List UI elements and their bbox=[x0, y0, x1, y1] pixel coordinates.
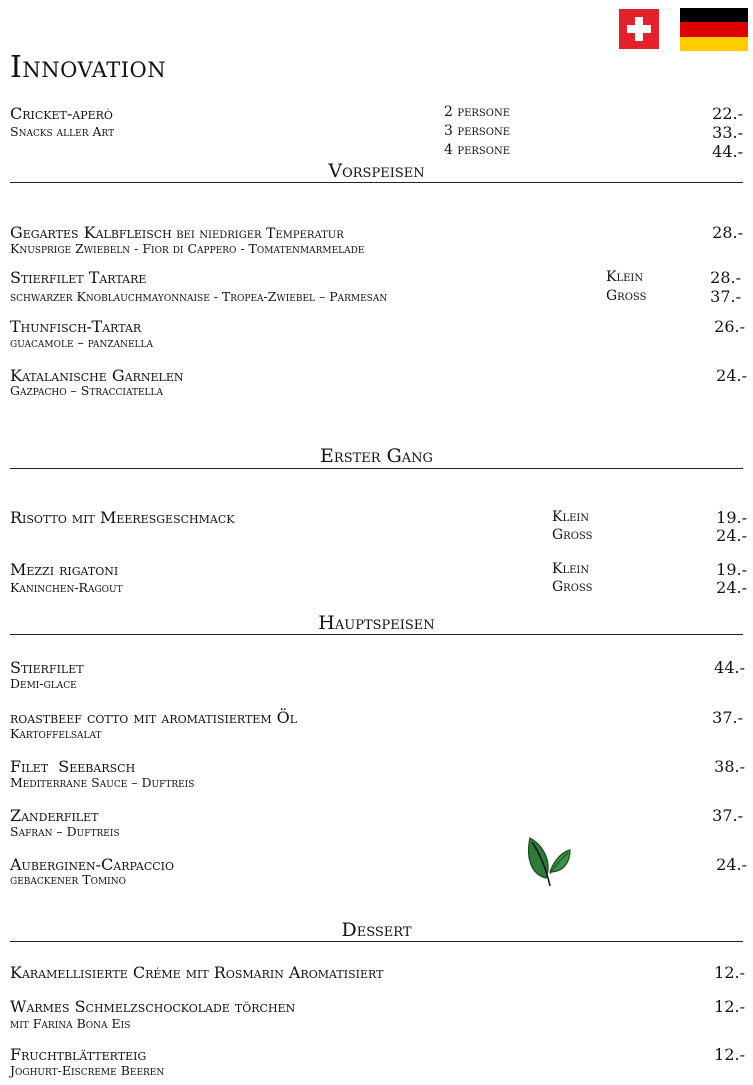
size-label: Gross bbox=[552, 579, 593, 595]
section-divider bbox=[10, 468, 743, 469]
section-divider bbox=[10, 941, 743, 942]
size-label: Gross bbox=[552, 527, 593, 543]
section-heading-hauptspeisen: Hauptspeisen bbox=[318, 612, 435, 634]
dish-description: guacamole – panzanella bbox=[10, 335, 153, 350]
dish-name: Stierfilet Tartare bbox=[10, 268, 147, 287]
dish-description: Safran – Duftreis bbox=[10, 824, 120, 839]
dish-name: Cricket-aperò bbox=[10, 104, 113, 123]
dish-name: Gegartes Kalbfleisch bei niedriger Temperatur bbox=[10, 223, 344, 242]
dish-description: Snacks aller Art bbox=[10, 124, 115, 139]
dish-description: schwarzer Knoblauchmayonnaise - Tropea-Zwiebel – Parmesan bbox=[10, 289, 388, 304]
price: 33.- bbox=[712, 123, 743, 142]
price: 44.- bbox=[714, 658, 745, 677]
section-heading-vorspeisen: Vorspeisen bbox=[328, 160, 425, 182]
dish-name: Fruchtblätterteig bbox=[10, 1045, 147, 1064]
dish-description: Joghurt-Eiscreme Beeren bbox=[10, 1063, 165, 1078]
dish-description: Gazpacho – Stracciatella bbox=[10, 383, 163, 398]
price: 22.- bbox=[712, 104, 743, 123]
price: 37.- bbox=[712, 708, 743, 727]
price: 12.- bbox=[714, 997, 745, 1016]
dish-name: Thunfisch-Tartar bbox=[10, 317, 142, 336]
section-divider bbox=[10, 634, 743, 635]
size-label: Klein bbox=[552, 561, 590, 577]
dish-name: Warmes Schmelzschockolade törchen bbox=[10, 997, 296, 1016]
price: 26.- bbox=[714, 317, 745, 336]
dish-name: Stierfilet bbox=[10, 658, 84, 677]
price: 12.- bbox=[714, 963, 745, 982]
german-flag-icon[interactable] bbox=[680, 8, 748, 51]
price: 24.- bbox=[716, 855, 747, 874]
price: 37.- bbox=[710, 287, 741, 306]
size-label: Klein bbox=[606, 269, 644, 285]
dish-name: Katalanische Garnelen bbox=[10, 366, 184, 385]
dish-description: gebackener Tomino bbox=[10, 872, 126, 887]
price: 24.- bbox=[716, 578, 747, 597]
price: 19.- bbox=[716, 560, 747, 579]
dish-name: Mezzi rigatoni bbox=[10, 560, 119, 579]
dish-description: Knusprige Zwiebeln - Fior di Cappero - Tomatenmarmelade bbox=[10, 241, 365, 256]
section-heading-erster-gang: Erster Gang bbox=[320, 445, 433, 467]
dish-description: Kartoffelsalat bbox=[10, 726, 102, 741]
size-label: Klein bbox=[552, 509, 590, 525]
price: 19.- bbox=[716, 508, 747, 527]
price: 24.- bbox=[716, 526, 747, 545]
option-label: 2 persone bbox=[444, 104, 511, 120]
price: 24.- bbox=[716, 366, 747, 385]
vegetarian-leaf-icon bbox=[524, 834, 572, 888]
dish-name: Zanderfilet bbox=[10, 806, 99, 825]
option-label: 4 persone bbox=[444, 142, 511, 158]
dish-name: roastbeef cotto mit aromatisiertem Öl bbox=[10, 708, 298, 727]
dish-name: Filet Seebarsch bbox=[10, 757, 136, 776]
size-label: Gross bbox=[606, 288, 647, 304]
dish-description: Demi-glace bbox=[10, 676, 77, 691]
dish-name: Karamellisierte Créme mit Rosmarin Aromatisiert bbox=[10, 963, 384, 982]
dish-description: Kaninchen-Ragout bbox=[10, 580, 123, 595]
dish-description: mit Farina Bona Eis bbox=[10, 1016, 131, 1031]
section-heading-dessert: Dessert bbox=[341, 919, 412, 941]
section-divider bbox=[10, 182, 743, 183]
page-title: Innovation bbox=[10, 50, 167, 85]
price: 12.- bbox=[714, 1045, 745, 1064]
price: 37.- bbox=[712, 806, 743, 825]
swiss-flag-icon[interactable] bbox=[619, 9, 659, 49]
price: 28.- bbox=[712, 223, 743, 242]
price: 38.- bbox=[714, 757, 745, 776]
price: 28.- bbox=[710, 268, 741, 287]
dish-description: Mediterrane Sauce – Duftreis bbox=[10, 775, 195, 790]
option-label: 3 persone bbox=[444, 123, 511, 139]
dish-name: Auberginen-Carpaccio bbox=[10, 855, 175, 874]
price: 44.- bbox=[712, 142, 743, 161]
dish-name: Risotto mit Meeresgeschmack bbox=[10, 508, 235, 527]
